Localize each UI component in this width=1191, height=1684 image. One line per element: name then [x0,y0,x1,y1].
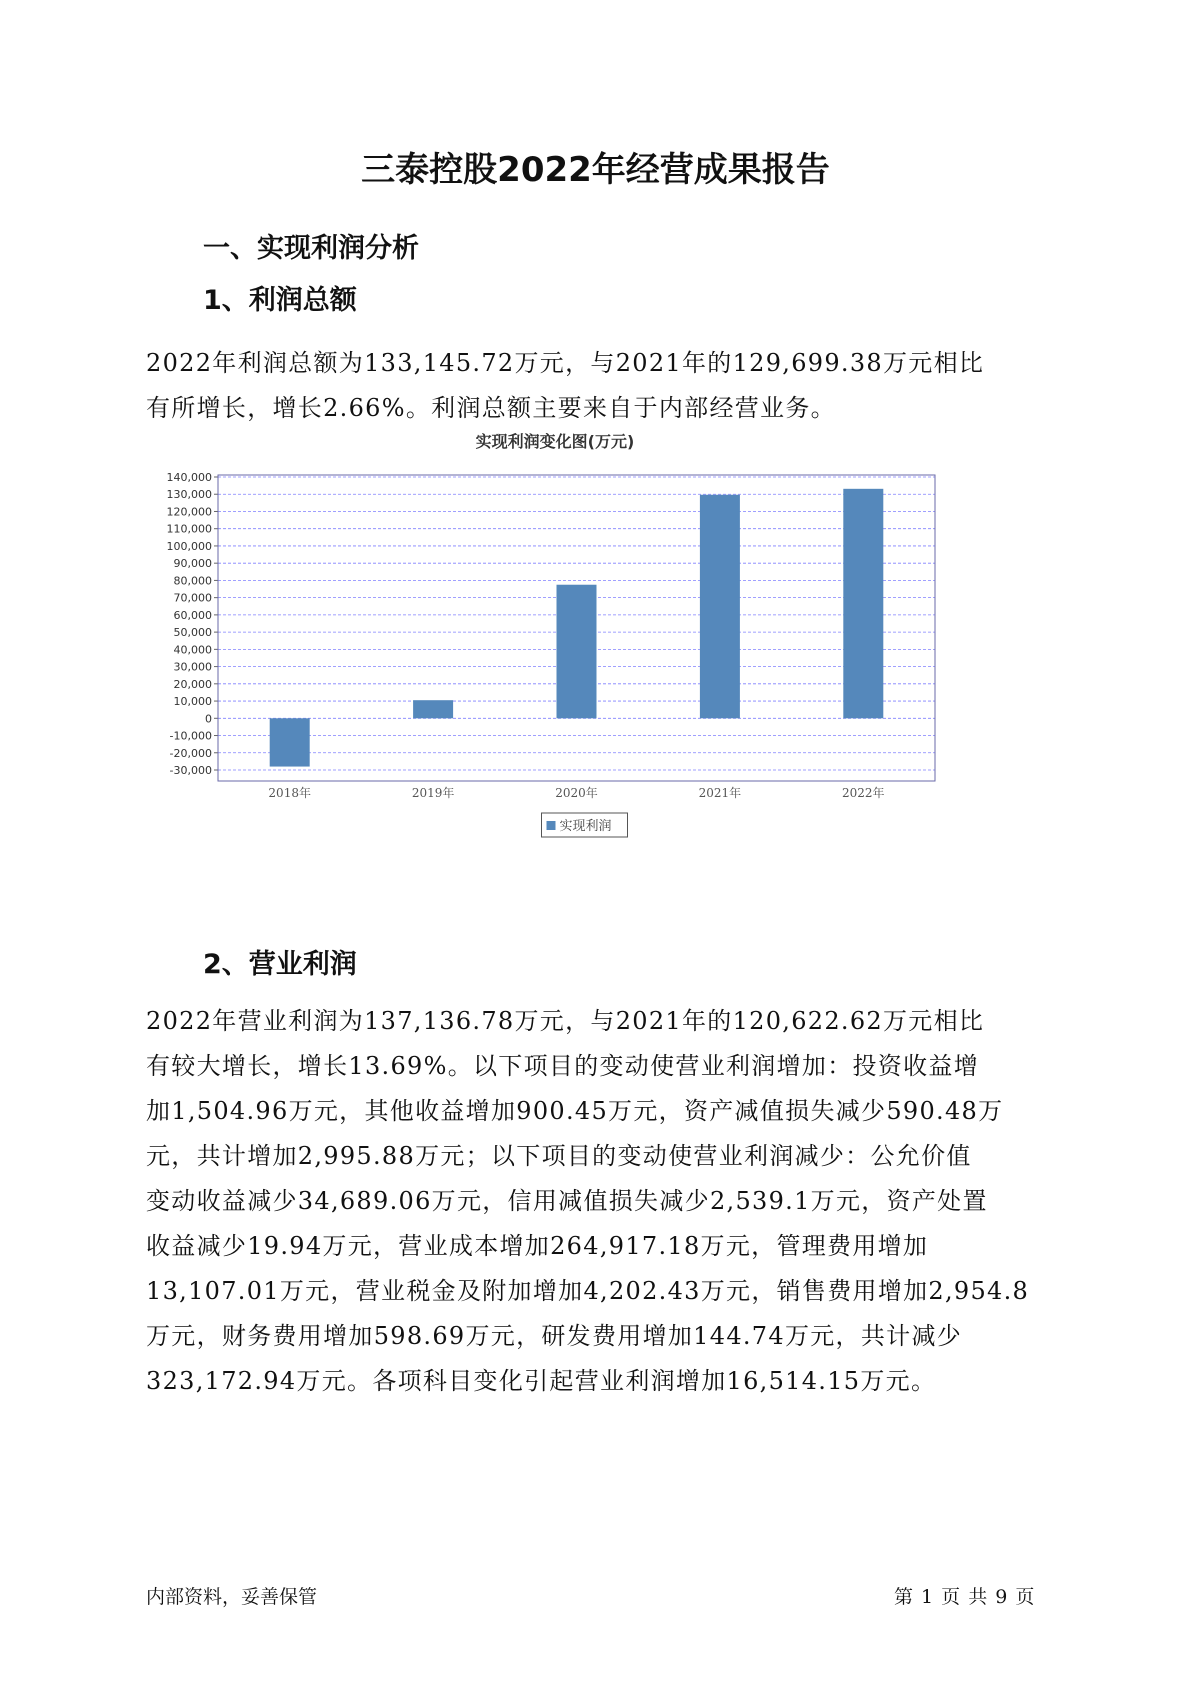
y-tick-label: 80,000 [173,574,212,588]
y-tick-label: 30,000 [173,660,212,674]
paragraph-line: 2022年利润总额为133,145.72万元，与2021年的129,699.38万元相比 [146,349,985,377]
profit-chart [160,432,1040,849]
section-heading-profit-analysis: 一、实现利润分析 [203,233,419,264]
x-axis-ticks [268,785,884,800]
plot-area [167,471,936,837]
y-tick-label: 40,000 [173,643,212,657]
y-tick-label: 120,000 [166,505,212,519]
y-tick-label: 100,000 [166,539,212,553]
paragraph-line: 收益减少19.94万元，营业成本增加264,917.18万元，管理费用增加 [146,1232,929,1260]
legend-label: 实现利润 [559,819,612,834]
y-tick-label: 140,000 [166,471,212,484]
bar-2021年 [700,495,740,719]
paragraph-line: 加1,504.96万元，其他收益增加900.45万元，资产减值损失减少590.48万 [146,1097,1004,1125]
y-tick-label: 60,000 [173,608,212,622]
paragraph-line: 万元，财务费用增加598.69万元，研发费用增加144.74万元，共计减少 [146,1322,963,1350]
paragraph-line: 元，共计增加2,995.88万元；以下项目的变动使营业利润减少：公允价值 [146,1142,972,1170]
y-tick-label: 90,000 [173,557,212,571]
y-tick-label: 10,000 [173,695,212,709]
x-tick-label: 2019年 [411,786,455,800]
profit-bar-chart-svg [160,432,1040,845]
y-tick-label: 0 [205,712,212,726]
bar-2019年 [413,700,453,718]
x-tick-label: 2022年 [842,786,885,800]
y-tick-label: 20,000 [173,677,212,691]
total-profit-paragraph [146,341,1066,431]
x-tick-label: 2018年 [268,786,311,800]
bar-2018年 [270,718,310,766]
subsection-heading-total-profit: 1、利润总额 [203,285,357,316]
footer-confidential-note: 内部资料，妥善保管 [146,1586,318,1608]
paragraph-line: 有较大增长，增长13.69%。以下项目的变动使营业利润增加：投资收益增 [146,1052,980,1080]
y-tick-label: 50,000 [173,626,212,640]
chart-legend [542,813,628,837]
x-tick-label: 2020年 [555,786,598,800]
y-tick-label: 110,000 [166,522,212,536]
chart-bars [270,489,884,767]
bar-2020年 [557,585,597,719]
y-tick-label: 130,000 [166,488,212,502]
paragraph-line: 323,172.94万元。各项科目变化引起营业利润增加16,514.15万元。 [146,1367,937,1395]
legend-swatch [547,821,556,830]
y-tick-label: -30,000 [169,764,212,777]
operating-profit-paragraph [146,999,1066,1404]
chart-title: 实现利润变化图(万元) [475,432,635,451]
y-tick-label: -10,000 [169,729,212,743]
y-tick-label: 70,000 [173,591,212,605]
footer-page-number: 第 1 页 共 9 页 [894,1586,1036,1608]
paragraph-line: 变动收益减少34,689.06万元，信用减值损失减少2,539.1万元，资产处置 [146,1187,988,1215]
x-tick-label: 2021年 [698,786,742,800]
paragraph-line: 有所增长，增长2.66%。利润总额主要来自于内部经营业务。 [146,394,836,422]
paragraph-line: 13,107.01万元，营业税金及附加增加4,202.43万元，销售费用增加2,954.8 [146,1277,1030,1305]
subsection-heading-operating-profit: 2、营业利润 [203,949,357,980]
paragraph-line: 2022年营业利润为137,136.78万元，与2021年的120,622.62万元相比 [146,1007,985,1035]
y-tick-label: -20,000 [169,746,212,760]
y-axis-ticks [167,471,219,777]
bar-2022年 [843,489,883,718]
page-title: 三泰控股2022年经营成果报告 [361,150,830,190]
